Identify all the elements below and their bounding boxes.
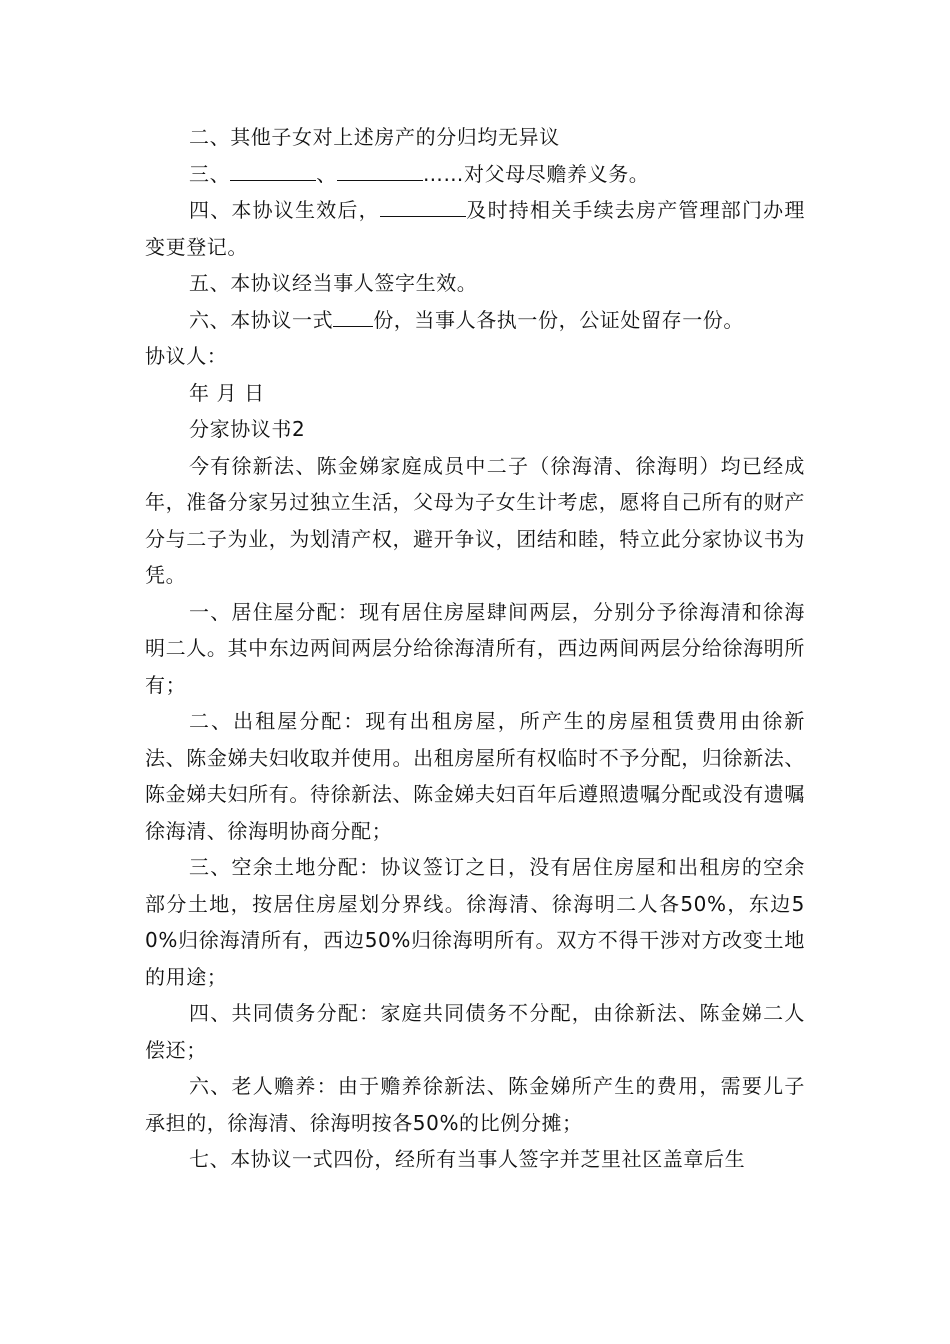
item-3-land: 三、空余土地分配：协议签订之日，没有居住房屋和出租房的空余部分土地，按居住房屋划分界线。徐海清、徐海明二人各50%，东边50%归徐海清所有，西边50%归徐海明所有。双方不得干涉对方改变土地的用途； [145,855,805,989]
clause-4-prefix: 四、本协议生效后， [189,198,380,222]
blank-line [333,308,373,327]
clause-2-previous: 二、其他子女对上述房产的分归均无异议 [189,125,560,149]
item-4-debt: 四、共同债务分配：家庭共同债务不分配，由徐新法、陈金娣二人偿还； [145,1001,805,1062]
clause-3-suffix: ……对父母尽赡养义务。 [422,161,650,186]
blank-line [337,162,423,181]
item-2-rental: 二、出租屋分配：现有出租房屋，所产生的房屋租赁费用由徐新法、陈金娣夫妇收取并使用。出租房屋所有权临时不予分配，归徐新法、陈金娣夫妇所有。待徐新法、陈金娣夫妇百年后遵照遗嘱分配或没有遗嘱徐海清、徐海明协商分配； [145,709,805,843]
blank-line [380,198,466,217]
clause-3-separator: 、 [316,161,337,186]
clause-4-previous [145,192,805,265]
clause-6-previous [145,302,805,339]
clause-3-prefix: 三、 [189,161,231,186]
item-1-residence: 一、居住屋分配：现有居住房屋肆间两层，分别分予徐海清和徐海明二人。其中东边两间两层分给徐海清所有，西边两间两层分给徐海明所有； [145,599,805,697]
parties-label: 协议人： [145,344,228,368]
clause-3-previous [145,156,805,193]
clause-6-prefix: 六、本协议一式 [189,307,334,332]
item-6-elderly-care: 六、老人赡养：由于赡养徐新法、陈金娣所产生的费用，需要儿子承担的，徐海清、徐海明按各50%的比例分摊； [145,1074,805,1135]
section-title: 分家协议书2 [189,417,306,441]
blank-line [230,162,316,181]
clause-5-previous: 五、本协议经当事人签字生效。 [189,271,478,295]
item-7-copies: 七、本协议一式四份，经所有当事人签字并芝里社区盖章后生 [189,1147,746,1171]
document-page [145,119,805,1178]
clause-4-suffix: 及时持相关手续去房产管理部门办理变更登记。 [145,198,805,259]
clause-6-suffix: 份，当事人各执一份，公证处留存一份。 [373,307,745,332]
date-line: 年 月 日 [189,380,265,405]
intro-paragraph: 今有徐新法、陈金娣家庭成员中二子（徐海清、徐海明）均已经成年，准备分家另过独立生活，父母为子女生计考虑，愿将自己所有的财产分与二子为业，为划清产权，避开争议，团结和睦，特立此分家协议书为凭。 [145,453,805,587]
